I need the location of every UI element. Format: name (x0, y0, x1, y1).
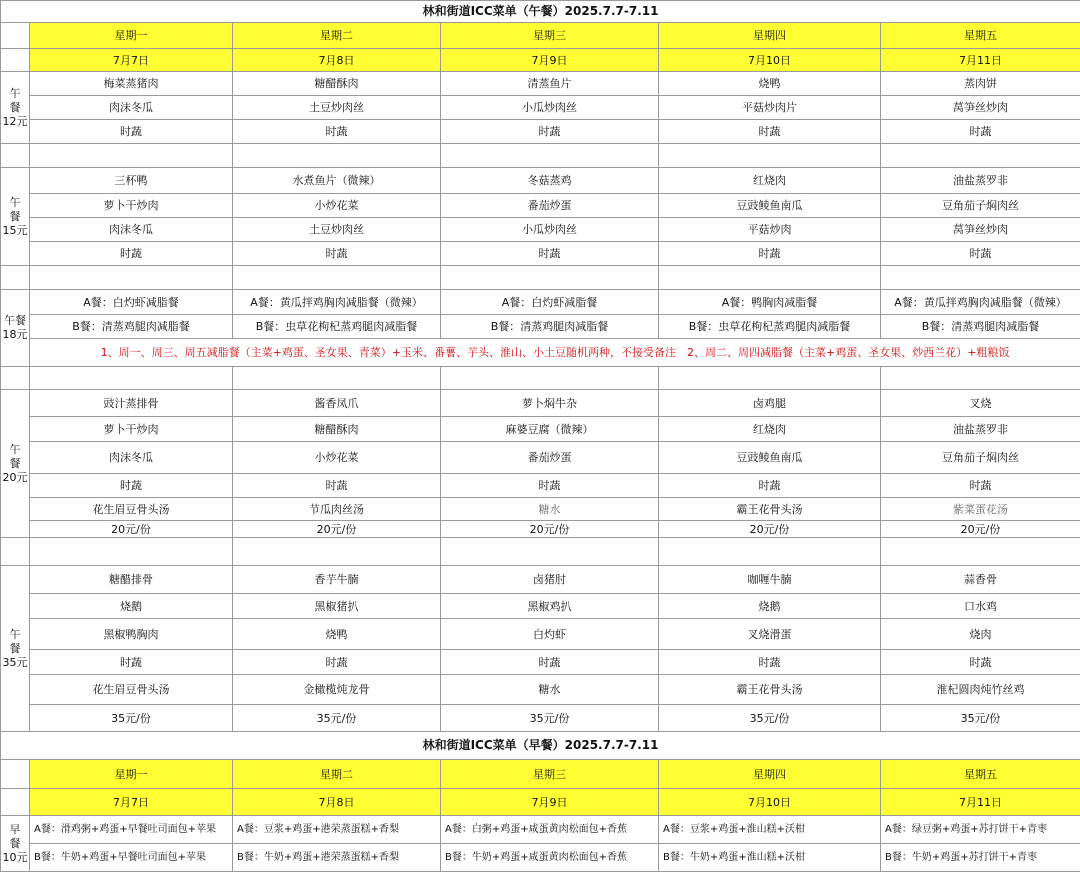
menu-item: 20元/份 (441, 521, 659, 538)
menu-item: 时蔬 (659, 242, 881, 266)
lunch-15-row (1, 194, 1080, 218)
menu-item: A餐：豆浆+鸡蛋+淮山糕+沃柑 (659, 816, 881, 844)
empty-cell (233, 367, 441, 390)
menu-item: 白灼虾 (441, 619, 659, 650)
lunch-15-label (1, 168, 30, 266)
lunch-20-row (1, 498, 1080, 521)
meal-label-line: 餐 (10, 837, 21, 850)
menu-item: 烧肉 (881, 619, 1080, 650)
empty-cell (30, 538, 233, 566)
menu-item: 时蔬 (441, 242, 659, 266)
spacer-row (1, 538, 1080, 566)
date-header: 7月10日 (659, 49, 881, 72)
menu-item: 20元/份 (659, 521, 881, 538)
empty-cell (1, 367, 30, 390)
menu-item: 花生眉豆骨头汤 (30, 498, 233, 521)
menu-item: 20元/份 (881, 521, 1080, 538)
lunch-20-row (1, 442, 1080, 474)
menu-item: 烧鸭 (233, 619, 441, 650)
lunch-35-row (1, 619, 1080, 650)
empty-cell (441, 538, 659, 566)
menu-item: A餐：豆浆+鸡蛋+港荣蒸蛋糕+香梨 (233, 816, 441, 844)
menu-item: 时蔬 (659, 650, 881, 675)
lunch-35-row (1, 594, 1080, 619)
menu-table-body (1, 1, 1080, 872)
empty-cell (881, 367, 1080, 390)
lunch-35-row (1, 705, 1080, 732)
day-header: 星期二 (233, 760, 441, 789)
date-header: 7月7日 (30, 49, 233, 72)
date-header: 7月9日 (441, 789, 659, 816)
menu-item: 20元/份 (30, 521, 233, 538)
menu-item: 烧鹅 (30, 594, 233, 619)
breakfast-10-label (1, 816, 30, 872)
menu-item: 萝卜干炒肉 (30, 194, 233, 218)
lunch-18-label (1, 290, 30, 367)
menu-item: 35元/份 (881, 705, 1080, 732)
date-header: 7月7日 (30, 789, 233, 816)
date-header: 7月9日 (441, 49, 659, 72)
menu-item: 时蔬 (30, 120, 233, 144)
day-header: 星期二 (233, 23, 441, 49)
menu-item: 时蔬 (30, 650, 233, 675)
date-header: 7月8日 (233, 789, 441, 816)
menu-item: 小炒花菜 (233, 442, 441, 474)
date-header: 7月10日 (659, 789, 881, 816)
menu-item: 时蔬 (881, 474, 1080, 498)
menu-item: 35元/份 (30, 705, 233, 732)
lunch-date-header-row (1, 49, 1080, 72)
menu-item: 水煮鱼片（微辣） (233, 168, 441, 194)
menu-item: 萝卜焖牛杂 (441, 390, 659, 417)
empty-cell (233, 538, 441, 566)
menu-item: 卤猪肘 (441, 566, 659, 594)
menu-item: A餐：白灼虾减脂餐 (441, 290, 659, 315)
empty-cell (1, 538, 30, 566)
menu-item: 时蔬 (233, 474, 441, 498)
meal-label-line: 午餐 (4, 314, 26, 327)
menu-item: 蒸肉饼 (881, 72, 1080, 96)
menu-item: 叉烧滑蛋 (659, 619, 881, 650)
lunch-20-row (1, 521, 1080, 538)
menu-item: 卤鸡腿 (659, 390, 881, 417)
menu-item: 肉沫冬瓜 (30, 96, 233, 120)
meal-label-line: 10元 (3, 851, 28, 864)
breakfast-10-row (1, 844, 1080, 872)
empty-cell (881, 266, 1080, 290)
meal-label-line: 35元 (3, 656, 28, 669)
menu-item: 时蔬 (30, 242, 233, 266)
day-header: 星期一 (30, 23, 233, 49)
lunch-12-row (1, 120, 1080, 144)
day-header: 星期三 (441, 23, 659, 49)
day-header: 星期五 (881, 760, 1080, 789)
empty-cell (1, 266, 30, 290)
menu-item: 金橄榄炖龙骨 (233, 675, 441, 705)
menu-item: 土豆炒肉丝 (233, 218, 441, 242)
menu-item: 叉烧 (881, 390, 1080, 417)
empty-cell (30, 367, 233, 390)
menu-item: B餐：清蒸鸡腿肉减脂餐 (30, 315, 233, 339)
menu-item: 清蒸鱼片 (441, 72, 659, 96)
menu-item: 冬菇蒸鸡 (441, 168, 659, 194)
day-header: 星期三 (441, 760, 659, 789)
menu-item: 梅菜蒸猪肉 (30, 72, 233, 96)
menu-item: 时蔬 (441, 650, 659, 675)
menu-item: 黑椒鸭胸肉 (30, 619, 233, 650)
menu-item: 35元/份 (233, 705, 441, 732)
menu-item: 花生眉豆骨头汤 (30, 675, 233, 705)
menu-item: 豆豉鲮鱼南瓜 (659, 442, 881, 474)
date-header: 7月8日 (233, 49, 441, 72)
empty-cell (441, 144, 659, 168)
menu-item: 肉沫冬瓜 (30, 442, 233, 474)
breakfast-10-row (1, 816, 1080, 844)
meal-label-line: 餐 (10, 101, 21, 114)
meal-label-line: 15元 (3, 224, 28, 237)
menu-item: 豉汁蒸排骨 (30, 390, 233, 417)
spacer-row (1, 367, 1080, 390)
empty-cell (233, 144, 441, 168)
menu-item: 时蔬 (441, 474, 659, 498)
menu-item: B餐：清蒸鸡腿肉减脂餐 (881, 315, 1080, 339)
lunch-12-row (1, 72, 1080, 96)
meal-label-line: 早 (10, 823, 21, 836)
menu-item: 时蔬 (881, 120, 1080, 144)
lunch-day-header-row (1, 23, 1080, 49)
menu-item: 酱香凤爪 (233, 390, 441, 417)
menu-item: 香芋牛腩 (233, 566, 441, 594)
menu-item: 麻婆豆腐（微辣） (441, 417, 659, 442)
lunch-35-row (1, 650, 1080, 675)
menu-item: 时蔬 (233, 650, 441, 675)
menu-item: 淮杞圆肉炖竹丝鸡 (881, 675, 1080, 705)
menu-item: 20元/份 (233, 521, 441, 538)
corner-cell (1, 49, 30, 72)
menu-item: 萝卜干炒肉 (30, 417, 233, 442)
lunch-15-row (1, 242, 1080, 266)
lunch-18-row (1, 290, 1080, 315)
corner-cell (1, 760, 30, 789)
breakfast-date-header-row (1, 789, 1080, 816)
menu-item: 口水鸡 (881, 594, 1080, 619)
meal-label-line: 午 (10, 443, 21, 456)
empty-cell (659, 144, 881, 168)
lunch-15-row (1, 168, 1080, 194)
meal-label-line: 餐 (10, 210, 21, 223)
menu-item: 平菇炒肉片 (659, 96, 881, 120)
menu-item: 35元/份 (659, 705, 881, 732)
menu-item: 三杯鸭 (30, 168, 233, 194)
menu-item: 油盐蒸罗非 (881, 168, 1080, 194)
menu-item: 豆角茄子焖肉丝 (881, 442, 1080, 474)
menu-item: A餐：鸭胸肉减脂餐 (659, 290, 881, 315)
meal-label-line: 18元 (3, 328, 28, 341)
menu-item: B餐：牛奶+鸡蛋+咸蛋黄肉松面包+香蕉 (441, 844, 659, 872)
lunch-title-row (1, 1, 1080, 23)
menu-item: B餐：牛奶+鸡蛋+早餐吐司面包+苹果 (30, 844, 233, 872)
menu-item: 豆豉鲮鱼南瓜 (659, 194, 881, 218)
menu-item: 时蔬 (441, 120, 659, 144)
empty-cell (659, 367, 881, 390)
menu-item: 肉沫冬瓜 (30, 218, 233, 242)
menu-item: 小瓜炒肉丝 (441, 218, 659, 242)
lunch-35-row (1, 566, 1080, 594)
menu-note: 1、周一、周三、周五减脂餐（主菜+鸡蛋、圣女果、青菜）+玉米、番薯、芋头、淮山、小土豆随机两种，不接受备注 2、周二、周四减脂餐（主菜+鸡蛋、圣女果、炒西兰花）+粗粮饭 (30, 339, 1080, 367)
menu-item: 糖醋酥肉 (233, 72, 441, 96)
meal-label-line: 餐 (10, 642, 21, 655)
meal-label-line: 午 (10, 87, 21, 100)
date-header: 7月11日 (881, 49, 1080, 72)
menu-item: 莴笋丝炒肉 (881, 218, 1080, 242)
day-header: 星期四 (659, 760, 881, 789)
menu-item: A餐：黄瓜拌鸡胸肉减脂餐（微辣） (881, 290, 1080, 315)
menu-item: 霸王花骨头汤 (659, 498, 881, 521)
menu-item: 咖喱牛腩 (659, 566, 881, 594)
empty-cell (30, 266, 233, 290)
menu-item: 黑椒鸡扒 (441, 594, 659, 619)
menu-item: 节瓜肉丝汤 (233, 498, 441, 521)
meal-label-line: 12元 (3, 115, 28, 128)
lunch-12-row (1, 96, 1080, 120)
meal-label-line: 餐 (10, 457, 21, 470)
menu-item: 时蔬 (233, 120, 441, 144)
menu-item: 糖醋排骨 (30, 566, 233, 594)
lunch-20-row (1, 417, 1080, 442)
menu-item: 时蔬 (881, 650, 1080, 675)
menu-item: 黑椒猪扒 (233, 594, 441, 619)
corner-cell (1, 23, 30, 49)
corner-cell (1, 789, 30, 816)
lunch-35-row (1, 675, 1080, 705)
spacer-row (1, 144, 1080, 168)
menu-item: 莴笋丝炒肉 (881, 96, 1080, 120)
menu-item: 油盐蒸罗非 (881, 417, 1080, 442)
menu-item: A餐：绿豆粥+鸡蛋+苏打饼干+青枣 (881, 816, 1080, 844)
menu-item: 土豆炒肉丝 (233, 96, 441, 120)
menu-item: 蒜香骨 (881, 566, 1080, 594)
menu-item: 时蔬 (881, 242, 1080, 266)
empty-cell (441, 266, 659, 290)
menu-item: A餐：白粥+鸡蛋+咸蛋黄肉松面包+香蕉 (441, 816, 659, 844)
menu-item: 番茄炒蛋 (441, 442, 659, 474)
menu-item: 豆角茄子焖肉丝 (881, 194, 1080, 218)
menu-item: B餐：清蒸鸡腿肉减脂餐 (441, 315, 659, 339)
menu-item: 红烧肉 (659, 417, 881, 442)
lunch-18-note-row (1, 339, 1080, 367)
menu-item: 小瓜炒肉丝 (441, 96, 659, 120)
lunch-15-row (1, 218, 1080, 242)
menu-item: B餐：虫草花枸杞蒸鸡腿肉减脂餐 (233, 315, 441, 339)
menu-item: 糖水 (441, 675, 659, 705)
breakfast-title: 林和街道ICC菜单（早餐）2025.7.7-7.11 (1, 732, 1080, 760)
lunch-20-row (1, 474, 1080, 498)
empty-cell (659, 538, 881, 566)
meal-label-line: 午 (10, 196, 21, 209)
menu-item: A餐：白灼虾减脂餐 (30, 290, 233, 315)
breakfast-day-header-row (1, 760, 1080, 789)
menu-item: 时蔬 (659, 120, 881, 144)
menu-item: B餐：牛奶+鸡蛋+苏打饼干+青枣 (881, 844, 1080, 872)
menu-item: 红烧肉 (659, 168, 881, 194)
meal-label-line: 20元 (3, 471, 28, 484)
day-header: 星期四 (659, 23, 881, 49)
menu-item: 小炒花菜 (233, 194, 441, 218)
menu-item: 糖水 (441, 498, 659, 521)
menu-item: 糖醋酥肉 (233, 417, 441, 442)
day-header: 星期一 (30, 760, 233, 789)
empty-cell (233, 266, 441, 290)
lunch-12-label (1, 72, 30, 144)
menu-item: 35元/份 (441, 705, 659, 732)
menu-item: A餐：滑鸡粥+鸡蛋+早餐吐司面包+苹果 (30, 816, 233, 844)
empty-cell (659, 266, 881, 290)
day-header: 星期五 (881, 23, 1080, 49)
menu-item: 时蔬 (233, 242, 441, 266)
menu-item: B餐：牛奶+鸡蛋+淮山糕+沃柑 (659, 844, 881, 872)
empty-cell (881, 144, 1080, 168)
empty-cell (441, 367, 659, 390)
lunch-20-label (1, 390, 30, 538)
menu-item: B餐：虫草花枸杞蒸鸡腿肉减脂餐 (659, 315, 881, 339)
empty-cell (1, 144, 30, 168)
menu-item: 紫菜蛋花汤 (881, 498, 1080, 521)
menu-item: 番茄炒蛋 (441, 194, 659, 218)
menu-item: 烧鹅 (659, 594, 881, 619)
empty-cell (30, 144, 233, 168)
menu-item: A餐：黄瓜拌鸡胸肉减脂餐（微辣） (233, 290, 441, 315)
spacer-row (1, 266, 1080, 290)
menu-item: 时蔬 (30, 474, 233, 498)
menu-item: 平菇炒肉 (659, 218, 881, 242)
empty-cell (881, 538, 1080, 566)
lunch-18-row (1, 315, 1080, 339)
lunch-35-label (1, 566, 30, 732)
meal-label-line: 午 (10, 628, 21, 641)
menu-item: 烧鸭 (659, 72, 881, 96)
lunch-20-row (1, 390, 1080, 417)
menu-item: 时蔬 (659, 474, 881, 498)
date-header: 7月11日 (881, 789, 1080, 816)
menu-item: 霸王花骨头汤 (659, 675, 881, 705)
menu-item: B餐：牛奶+鸡蛋+港荣蒸蛋糕+香梨 (233, 844, 441, 872)
lunch-title: 林和街道ICC菜单（午餐）2025.7.7-7.11 (1, 1, 1080, 23)
breakfast-title-row (1, 732, 1080, 760)
